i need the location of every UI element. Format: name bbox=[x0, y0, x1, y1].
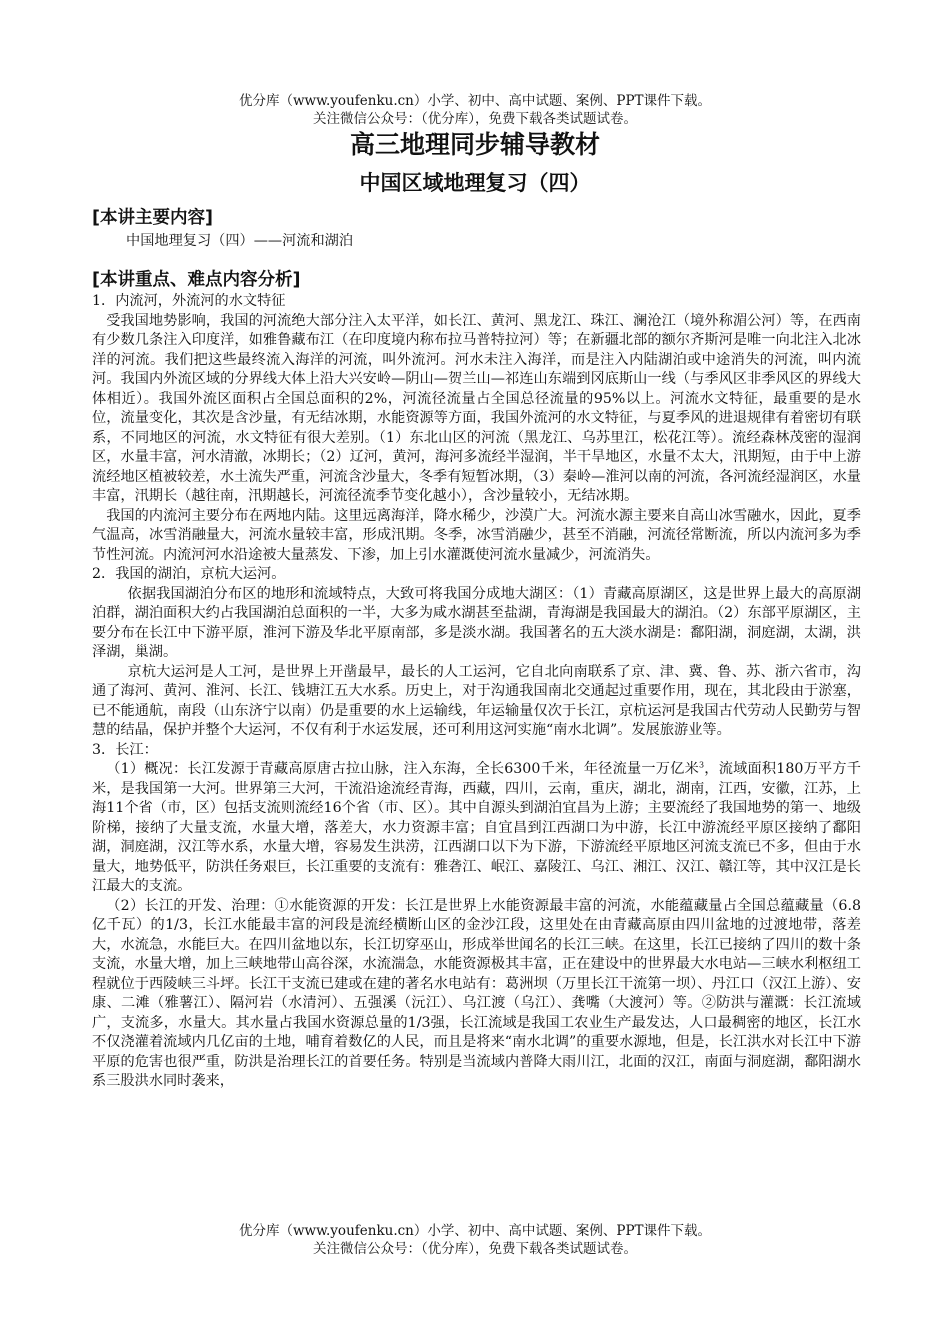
cubic-superscript: 3 bbox=[699, 760, 705, 770]
paragraph-3: 依据我国湖泊分布区的地形和流域特点，大致可将我国分成地大湖区：（1）青藏高原湖区，这是世界上最大的高原湖泊群，湖泊面积大约占我国湖泊总面积的一半，大多为咸水湖甚至盐湖，青海湖是我国最大的湖泊。（2）东部平原湖区，主要分布在长江中下游平原，淮河下游及华北平原南部，多是淡水湖。我国著名的五大淡水湖是：鄱阳湖，洞庭湖，太湖，洪泽湖，巢湖。 bbox=[92, 585, 861, 660]
paragraph-5-part-a: （1）概况：长江发源于青藏高原唐古拉山脉，注入东海，全长6300千米，年径流量一万亿米 bbox=[106, 761, 699, 777]
section-main-content-text: 中国地理复习（四）——河流和湖泊 bbox=[126, 233, 354, 249]
paragraph-5-part-b: ，流域面积180万平方千米，是我国第一大河。世界第三大河，干流沿途流经青海，西藏，四川，云南，重庆，湖北，湖南，江西，安徽，江苏，上海11个省（市，区）包括支流则流经16个省（市、区）。其中自源头到湖泊宜昌为上游；主要流经了我国地势的第一、地级阶梯，接纳了大量支流，水量大增，落差大，水力资源丰富；自宜昌到江西湖口为中游，长江中游流经平原区接纳了鄱阳湖，洞庭湖，汉江等水系，水量大增，容易发生洪涝，江西湖口以下为下游，下游流经平原地区河流支流已不多，但由于水量大，地势低平，防洪任务艰巨，长江重要的支流有：雅砻江、岷江、嘉陵江、乌江、湘江、汉江、赣江等，其中汉江是长江最大的支流。 bbox=[92, 761, 861, 894]
paragraph-2: 我国的内流河主要分布在两地内陆。这里远离海洋，降水稀少，沙漠广大。河流水源主要来自高山冰雪融水，因此，夏季气温高，冰雪消融量大，河流水量较丰富，形成汛期。冬季，冰雪消融少，甚至不消融，河流径常断流，所以内流河多为季节性河流。内流河河水沿途被大量蒸发、下渗，加上引水灌溉使河流水量减少，河流消失。 bbox=[92, 507, 861, 563]
heading-1: 1．内流河，外流河的水文特征 bbox=[92, 293, 286, 309]
paragraph-6: （2）长江的开发、治理：①水能资源的开发：长江是世界上水能资源最丰富的河流，水能蕴藏量占全国总蕴藏量（6.8亿千瓦）的1/3，长江水能最丰富的河段是流经横断山区的金沙江段，这里处在由青藏高原由四川盆地的过渡地带，落差大，水流急，水能巨大。在四川盆地以东，长江切穿巫山，形成举世闻名的长江三峡。在这里，长江已接纳了四川的数十条支流，水量大增，加上三峡地带山高谷深，水流湍急，水能资源极其丰富，正在建设中的世界最大水电站—三峡水利枢纽工程就位于西陵峡三斗坪。长江干支流已建或在建的著名水电站有：葛洲坝（万里长江干流第一坝）、丹江口（汉江上游）、安康、二滩（雅薯江）、隔河岩（水清河）、五强溪（沅江）、乌江渡（乌江）、龚嘴（大渡河）等。②防洪与灌溉：长江流域广，支流多，水量大。其水量占我国水资源总量的1/3强，长江流域是我国工农业生产最发达，人口最稠密的地区，长江水不仅浇灌着流域内几亿亩的土地，哺育着数亿的人民，而且是将来“南水北调”的重要水源地，但是，长江洪水对长江中下游平原的危害也很严重，防洪是治理长江的首要任务。特别是当流域内普降大雨川江，北面的汉江，南面与洞庭湖，鄱阳湖水系三股洪水同时袭来， bbox=[92, 897, 861, 1089]
heading-2: 2．我国的湖泊，京杭大运河。 bbox=[92, 566, 286, 582]
page-subtitle: 中国区域地理复习（四） bbox=[359, 171, 591, 195]
paragraph-4: 京杭大运河是人工河，是世界上开凿最早，最长的人工运河，它自北向南联系了京、津、冀、鲁、苏、浙六省市，沟通了海河、黄河、淮河、长江、钱塘江五大水系。历史上，对于沟通我国南北交通起过重要作用，现在，其北段由于淤塞，已不能通航，南段（山东济宁以南）仍是重要的水上运输线，年运输量仅次于长江，京杭运河是我国古代劳动人民勤劳与智慧的结晶，保护并整个大运河，不仅有利于水运发展，还可利用这河实施“南水北调”。发展旅游业等。 bbox=[92, 663, 861, 738]
paragraph-5 bbox=[92, 760, 861, 897]
page-title: 高三地理同步辅导教材 bbox=[349, 130, 600, 159]
document-body bbox=[92, 292, 861, 1092]
heading-3: 3．长江： bbox=[92, 741, 158, 758]
header-line-1: 优分库（www.youfenku.cn）小学、初中、高中试题、案例、PPT课件下载。 bbox=[238, 93, 712, 109]
footer-line-2: 关注微信公众号：（优分库），免费下载各类试题试卷。 bbox=[313, 1241, 637, 1257]
section-main-content-heading: [本讲主要内容] bbox=[92, 208, 213, 228]
paragraph-1: 受我国地势影响，我国的河流绝大部分注入太平洋，如长江、黄河、黑龙江、珠江、澜沧江（境外称湄公河）等，在西南有少数几条注入印度洋，如雅鲁藏布江（在印度境内称布拉马普特拉河）等；在新疆北部的额尔齐斯河是唯一向北注入北冰洋的河流。我们把这些最终流入海洋的河流，叫外流河。河水未注入海洋，而是注入内陆湖泊或中途消失的河流，叫内流河。我国内外流区域的分界线大体上沿大兴安岭—阴山—贺兰山—祁连山东端到冈底斯山一线（与季风区非季风区的界线大体相近）。我国外流区面积占全国总面积的2%，河流径流量占全国总径流量的95%以上。河流水文特征，最重要的是水位，流量变化，其次是含沙量，有无结冰期，水能资源等方面，我国外流河的水文特征，与夏季风的进退规律有着密切有联系，不同地区的河流，水文特征有很大差别。（1）东北山区的河流（黑龙江、乌苏里江，松花江等）。流经森林茂密的湿润区，水量丰富，河水清澈，冰期长；（2）辽河，黄河，海河多流经半湿润，半干旱地区，水量不太大，汛期短，由于中上游流经地区植被较差，水土流失严重，河流含沙量大，冬季有短暂冰期，（3）秦岭—淮河以南的河流，各河流经湿润区，水量丰富，汛期长（越往南，汛期越长，河流径流季节变化越小），含沙量较小，无结冰期。 bbox=[92, 312, 861, 504]
footer-line-1: 优分库（www.youfenku.cn）小学、初中、高中试题、案例、PPT课件下载。 bbox=[238, 1223, 712, 1239]
section-key-points-heading: [本讲重点、难点内容分析] bbox=[92, 270, 301, 290]
header-line-2: 关注微信公众号：（优分库），免费下载各类试题试卷。 bbox=[313, 111, 637, 127]
